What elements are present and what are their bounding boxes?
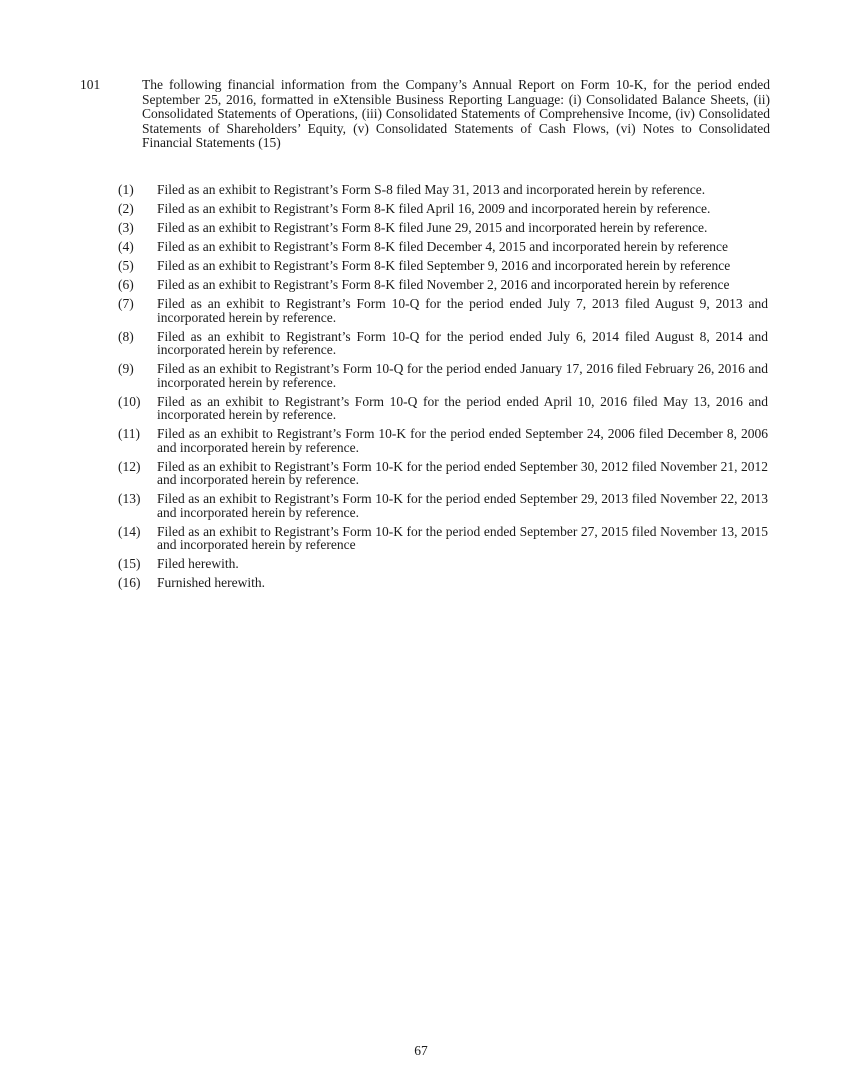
footnote-number: (10) xyxy=(118,393,141,409)
footnote-text: Filed as an exhibit to Registrant’s Form S-8 filed May 31, 2013 and incorporated herein by reference. xyxy=(157,182,706,197)
footnote-text: Filed as an exhibit to Registrant’s Form 10-Q for the period ended April 10, 2016 filed May 13, 2016 and incorporated herein by reference. xyxy=(157,393,768,422)
footnote-item xyxy=(118,362,768,389)
footnote-text: Filed as an exhibit to Registrant’s Form 8-K filed December 4, 2015 and incorporated herein by reference xyxy=(157,239,728,254)
exhibit-number: 101 xyxy=(80,77,101,92)
footnote-text: Filed as an exhibit to Registrant’s Form 8-K filed April 16, 2009 and incorporated herein by reference. xyxy=(157,201,711,216)
footnote-item xyxy=(118,240,768,254)
footnote-number: (7) xyxy=(118,296,134,311)
footnote-text: Filed as an exhibit to Registrant’s Form 10-Q for the period ended July 6, 2014 filed August 8, 2014 and incorporated herein by reference. xyxy=(157,328,768,357)
footnote-item xyxy=(118,460,768,487)
exhibit-101-row xyxy=(80,78,770,151)
footnote-item xyxy=(118,297,768,324)
footnote-number: (12) xyxy=(118,458,141,474)
footnote-number: (3) xyxy=(118,220,134,235)
footnote-list xyxy=(118,183,768,595)
footnote-number: (14) xyxy=(118,523,141,539)
footnote-text: Furnished herewith. xyxy=(157,575,265,590)
footnote-text: Filed as an exhibit to Registrant’s Form 10-K for the period ended September 27, 2015 filed November 13, 2015 and incorporated herein by reference xyxy=(157,523,768,552)
footnote-text: Filed herewith. xyxy=(157,556,239,571)
footnote-item xyxy=(118,202,768,216)
footnote-number: (8) xyxy=(118,328,134,344)
footnote-number: (4) xyxy=(118,239,134,254)
footnote-item xyxy=(118,525,768,552)
footnote-text: Filed as an exhibit to Registrant’s Form 8-K filed June 29, 2015 and incorporated herein by reference. xyxy=(157,220,708,235)
footnote-text: Filed as an exhibit to Registrant’s Form 8-K filed September 9, 2016 and incorporated herein by reference xyxy=(157,258,731,273)
footnote-number: (15) xyxy=(118,556,141,571)
footnote-text: Filed as an exhibit to Registrant’s Form 10-Q for the period ended July 7, 2013 filed August 9, 2013 and incorporated herein by reference. xyxy=(157,296,768,325)
footnote-number: (2) xyxy=(118,201,134,216)
page-number: 67 xyxy=(414,1043,428,1058)
footnote-item xyxy=(118,492,768,519)
footnote-text: Filed as an exhibit to Registrant’s Form 8-K filed November 2, 2016 and incorporated herein by reference xyxy=(157,277,730,292)
footnote-item xyxy=(118,259,768,273)
footnote-number: (16) xyxy=(118,575,141,590)
footnote-item xyxy=(118,427,768,454)
exhibit-description: The following financial information from the Company’s Annual Report on Form 10-K, for the period ended September 25, 2016, formatted in eXtensible Business Reporting Language: (i) Consolidated Balance Sheets, (ii) Consolidated Statements of Operations, (iii) Consolidated Statements of Comprehensive Income, (iv) Consolidated Statements of Shareholders’ Equity, (v) Consolidated Statements of Cash Flows, (vi) Notes to Consolidated Financial Statements (15) xyxy=(142,77,770,150)
footnote-text: Filed as an exhibit to Registrant’s Form 10-K for the period ended September 30, 2012 filed November 21, 2012 and incorporated herein by reference. xyxy=(157,458,768,487)
footnote-item xyxy=(118,557,768,571)
footnote-number: (9) xyxy=(118,361,134,376)
footnote-item xyxy=(118,221,768,235)
footnote-item xyxy=(118,278,768,292)
footnote-number: (6) xyxy=(118,277,134,292)
footnote-item xyxy=(118,183,768,197)
footnote-text: Filed as an exhibit to Registrant’s Form 10-K for the period ended September 29, 2013 filed November 22, 2013 and incorporated herein by reference. xyxy=(157,491,768,520)
footnote-text: Filed as an exhibit to Registrant’s Form 10-K for the period ended September 24, 2006 filed December 8, 2006 and incorporated herein by reference. xyxy=(157,426,768,455)
footnote-number: (13) xyxy=(118,491,141,506)
footnote-item xyxy=(118,330,768,357)
footnote-text: Filed as an exhibit to Registrant’s Form 10-Q for the period ended January 17, 2016 filed February 26, 2016 and incorporated herein by reference. xyxy=(157,361,768,390)
footnote-item xyxy=(118,395,768,422)
footnote-item xyxy=(118,576,768,590)
footnote-number: (5) xyxy=(118,258,134,273)
footnote-number: (11) xyxy=(118,426,140,441)
footnote-number: (1) xyxy=(118,182,134,197)
